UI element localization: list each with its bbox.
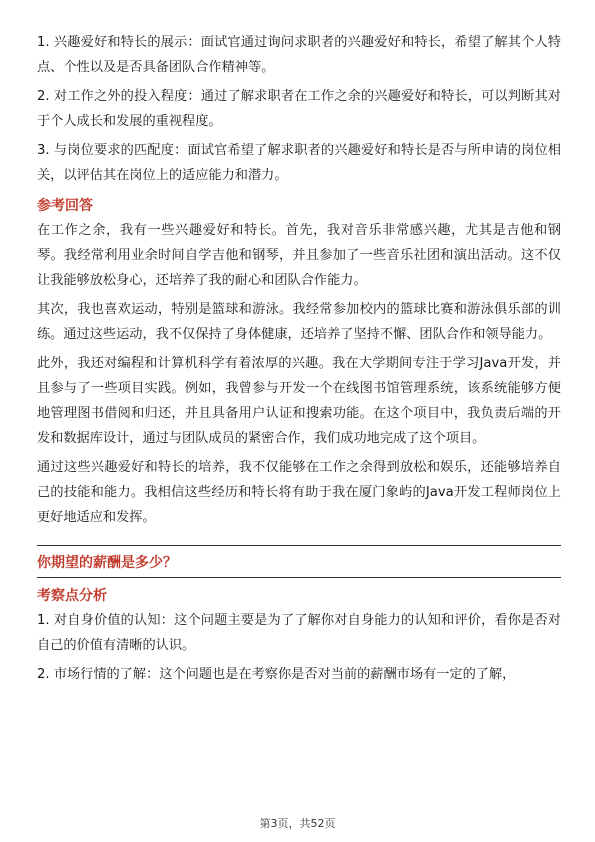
page-number: 第3页，共52页 [259,817,336,830]
question-heading: 你期望的薪酬是多少？ [37,551,561,578]
reference-answer-heading: 参考回答 [37,198,93,214]
analysis-heading: 考察点分析 [37,588,107,604]
list-item: 2. 市场行情的了解：这个问题也是在考察你是否对当前的薪酬市场有一定的了解， [37,667,516,682]
document-page [37,30,561,691]
answer-paragraph: 在工作之余，我有一些兴趣爱好和特长。首先，我对音乐非常感兴趣，尤其是吉他和钢琴。我经常利用业余时间自学吉他和钢琴，并且参加了一些音乐社团和演出活动。这不仅让我能够放松身心，还培养了我的耐心和团队合作能力。 [37,223,561,288]
list-item: 3. 与岗位要求的匹配度：面试官希望了解求职者的兴趣爱好和特长是否与所申请的岗位相关，以评估其在岗位上的适应能力和潜力。 [37,143,561,183]
answer-body [37,218,561,530]
analysis-list [37,608,561,687]
answer-paragraph: 其次，我也喜欢运动，特别是篮球和游泳。我经常参加校内的篮球比赛和游泳俱乐部的训练。通过这些运动，我不仅保持了身体健康，还培养了坚持不懈、团队合作和领导能力。 [37,302,561,342]
list-item: 1. 兴趣爱好和特长的展示：面试官通过询问求职者的兴趣爱好和特长，希望了解其个人特点、个性以及是否具备团队合作精神等。 [37,35,561,75]
answer-paragraph: 此外，我还对编程和计算机科学有着浓厚的兴趣。我在大学期间专注于学习Java开发，并且参与了一些项目实践。例如，我曾参与开发一个在线图书馆管理系统，该系统能够方便地管理图书借阅和归还，并且具备用户认证和搜索功能。在这个项目中，我负责后端的开发和数据库设计，通过与团队成员的紧密合作，我们成功地完成了这个项目。 [37,356,561,446]
list-item: 1. 对自身价值的认知：这个问题主要是为了了解你对自身能力的认知和评价，看你是否对自己的价值有清晰的认识。 [37,613,561,653]
answer-paragraph: 通过这些兴趣爱好和特长的培养，我不仅能够在工作之余得到放松和娱乐，还能够培养自己的技能和能力。我相信这些经历和特长将有助于我在厦门象屿的Java开发工程师岗位上更好地适应和发挥。 [37,460,561,525]
list-item: 2. 对工作之外的投入程度：通过了解求职者在工作之余的兴趣爱好和特长，可以判断其对于个人成长和发展的重视程度。 [37,89,561,129]
intro-list [37,30,561,188]
section-divider [37,545,561,546]
